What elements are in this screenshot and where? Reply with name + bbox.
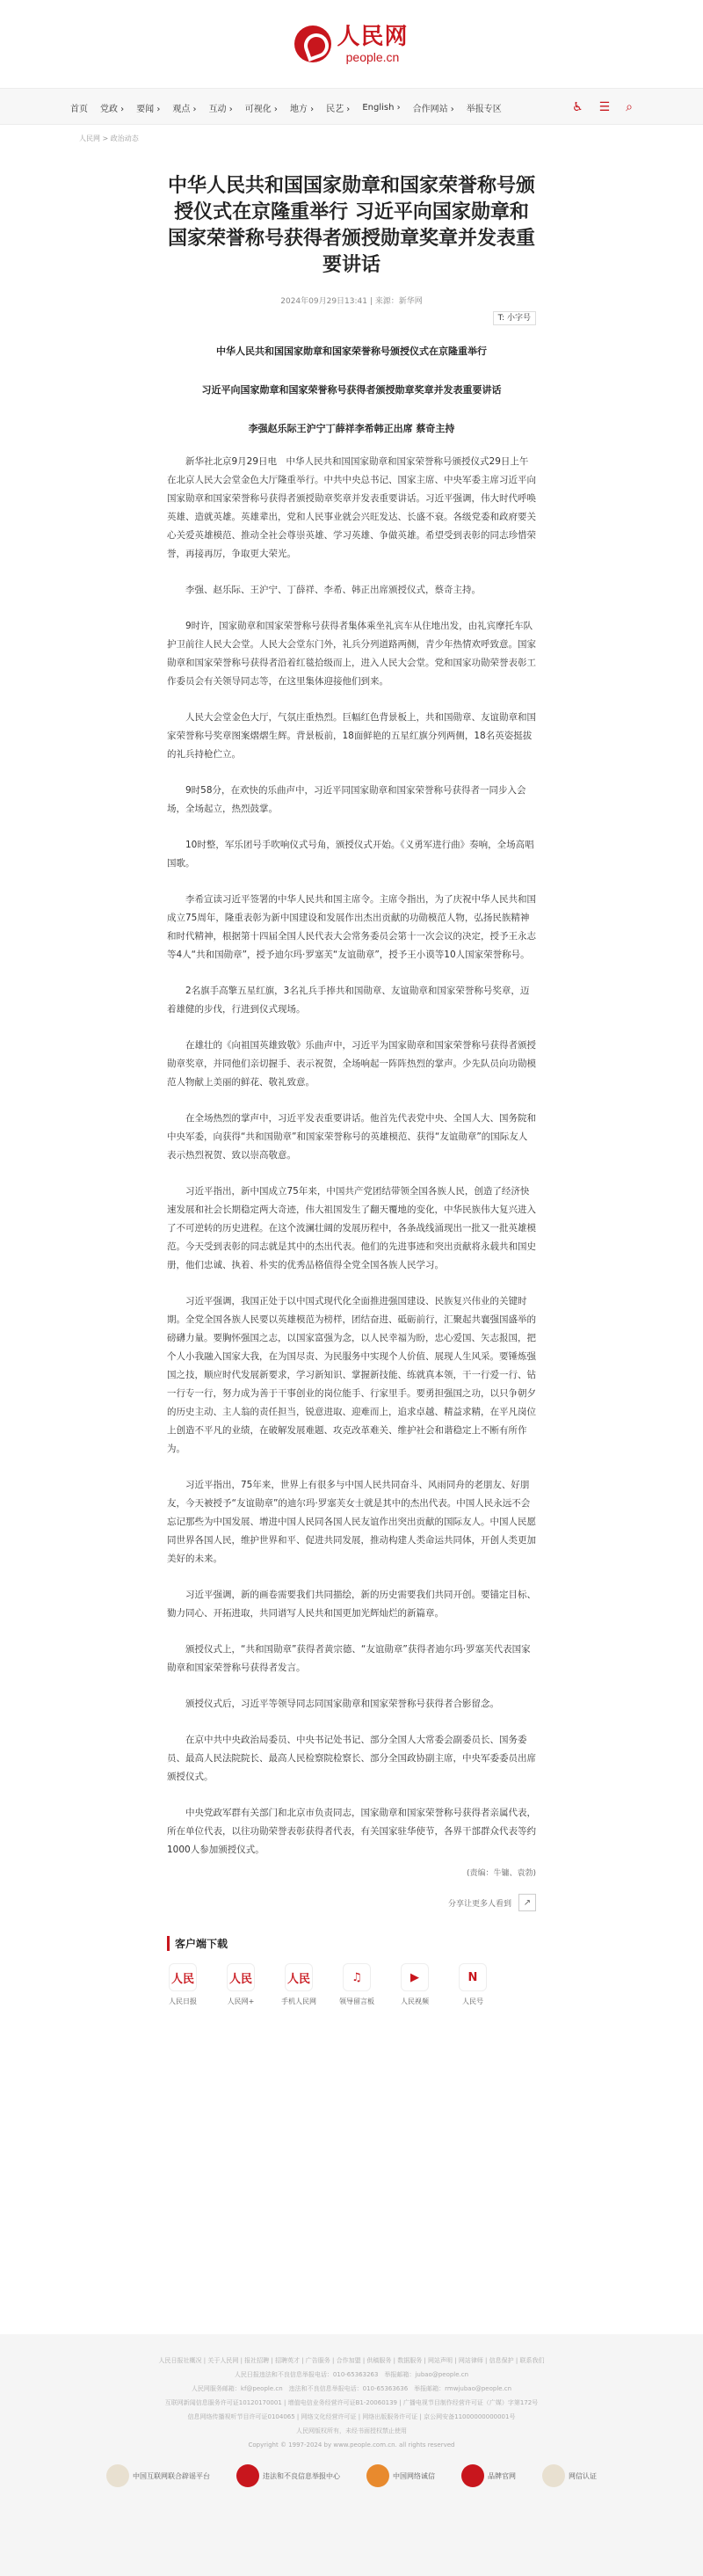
mobile-people-icon: 人民 (285, 1963, 313, 1991)
app-label: 人民号 (462, 1997, 483, 2005)
badge-report[interactable]: 违法和不良信息举报中心 (236, 2464, 340, 2487)
footer (0, 2334, 703, 2576)
article-paragraph: 人民大会堂金色大厅，气氛庄重热烈。巨幅红色背景板上，共和国勋章、友谊勋章和国家荣誉称号奖章图案熠熠生辉。背景板前，18面鲜艳的五星红旗分列两侧，18名英姿挺拔的礼兵持枪伫立。 (167, 712, 536, 760)
people-plus-icon: 人民 (227, 1963, 255, 1991)
article-paragraph: 9时许，国家勋章和国家荣誉称号获得者集体乘坐礼宾车从住地出发，由礼宾摩托车队护卫前往人民大会堂。人民大会堂东门外，礼兵分列道路两侧，青少年热情欢呼致意。国家勋章和国家荣誉称号获得者沿着红毯拾级而上，进入人民大会堂。党和国家功勋荣誉表彰工作委员会有关领导同志等，在这里集体迎接他们到来。 (167, 621, 536, 687)
article-paragraph: 在京中共中央政治局委员、中央书记处书记、部分全国人大常委会副委员长、国务委员、最高人民法院院长、最高人民检察院检察长、部分全国政协副主席，中央军委委员出席颁授仪式。 (167, 1735, 536, 1782)
message-board-icon: ♫ (343, 1963, 371, 1991)
font-size-toggle[interactable]: T: 小字号 (493, 311, 536, 325)
lead-line-2: 习近平向国家勋章和国家荣誉称号获得者颁授勋章奖章并发表重要讲话 (201, 384, 502, 396)
rumor-platform-icon (106, 2464, 129, 2487)
menu-icon[interactable]: ☰ (598, 100, 611, 114)
logo-text-en: people.cn (345, 50, 400, 64)
client-title: 客户端下载 (167, 1936, 536, 1951)
footer-line: 信息网络传播视听节目许可证0104065 | 网络文化经营许可证 | 网络出版服务许可证 | 京公网安备11000000000001号 (187, 2413, 516, 2420)
nav-item-interact[interactable]: 互动 › (208, 104, 233, 114)
client-download (0, 1936, 703, 2006)
article-paragraph: 李强、赵乐际、王沪宁、丁薛祥、李希、韩正出席颁授仪式，蔡奇主持。 (185, 585, 481, 595)
article-paragraph: 新华社北京9月29日电 中华人民共和国国家勋章和国家荣誉称号颁授仪式29日上午在北京人民大会堂金色大厅隆重举行。中共中央总书记、国家主席、中央军委主席习近平向国家勋章和国家荣誉称号获得者颁授勋章奖章并发表重要讲话。习近平强调，伟大时代呼唤英雄、造就英雄。英雄辈出，党和人民事业就会兴旺发达、长盛不衰。各级党委和政府要关心关爱英雄模范、推动全社会尊崇英雄、学习英雄、争做英雄。希望受到表彰的同志珍惜荣誉，再接再厉，争取更大荣光。 (167, 456, 536, 559)
footer-links[interactable]: 人民日报社概况 | 关于人民网 | 报社招聘 | 招聘英才 | 广告服务 | 合作加盟 | 供稿服务 | 数据服务 | 网站声明 | 网站律师 | 信息保护 | 联系我们 (158, 2357, 545, 2364)
lead-line-3: 李强赵乐际王沪宁丁薛祥李希韩正出席 蔡奇主持 (248, 423, 455, 434)
article-paragraph: 习近平强调，新的画卷需要我们共同描绘，新的历史需要我们共同开创。要锚定目标、勠力同心、开拓进取，共同谱写人民共和国更加光辉灿烂的新篇章。 (167, 1590, 536, 1619)
people-daily-icon: 人民 (169, 1963, 197, 1991)
article-meta: 2024年09月29日13:41 | 来源：新华网 (280, 297, 423, 306)
nav-item-culture[interactable]: 民艺 › (326, 104, 351, 114)
video-icon: ▶ (401, 1963, 429, 1991)
nav-item-local[interactable]: 地方 › (289, 104, 315, 114)
lead-line-1: 中华人民共和国国家勋章和国家荣誉称号颁授仪式在京隆重举行 (216, 346, 487, 357)
people-hao-icon: N (459, 1963, 487, 1991)
article (0, 173, 703, 1911)
app-item-video[interactable] (399, 1963, 431, 2006)
article-paragraph: 习近平指出，75年来，世界上有很多与中国人民共同奋斗、风雨同舟的老朋友、好朋友，今天被授予“友谊勋章”的迪尔玛·罗塞芙女士就是其中的杰出代表。中国人民永远不会忘记那些为中国发展、增进中国人民同各国人民友谊作出突出贡献的国际友人。中国人民愿同世界各国人民，维护世界和平、促进共同发展，推动构建人类命运共同体，开创人类更加美好的未来。 (167, 1480, 536, 1564)
logo-text-cn: 人民网 (337, 24, 409, 50)
article-paragraph: 2名旗手高擎五星红旗，3名礼兵手捧共和国勋章、友谊勋章和国家荣誉称号奖章，迈着雄健的步伐，行进到仪式现场。 (167, 986, 530, 1015)
brand-site-icon (461, 2464, 484, 2487)
page-title: 中华人民共和国国家勋章和国家荣誉称号颁授仪式在京隆重举行 习近平向国家勋章和国家荣誉称号获得者颁授勋章奖章并发表重要讲话 (167, 175, 535, 276)
article-paragraph: 中央党政军群有关部门和北京市负责同志，国家勋章和国家荣誉称号获得者亲属代表，所在单位代表，以往功勋荣誉表彰获得者代表，有关国家驻华使节，各界干部群众代表等约1000人参加颁授仪式。 (167, 1808, 536, 1855)
nav-item-home[interactable]: 首页 (70, 104, 88, 114)
badge-cert[interactable]: 网信认证 (542, 2464, 597, 2487)
article-paragraph: 10时整，军乐团号手吹响仪式号角，颁授仪式开始。《义勇军进行曲》奏响，全场高唱国歌。 (167, 840, 534, 869)
footer-line: 人民网服务邮箱：kf@people.cn 违法和不良信息举报电话：010-65363636 举报邮箱：rmwjubao@people.cn (191, 2385, 512, 2392)
article-paragraph: 颁授仪式后，习近平等领导同志同国家勋章和国家荣誉称号获得者合影留念。 (185, 1699, 499, 1709)
editor-credit: (责编：牛镛、袁勃) (466, 1869, 536, 1878)
app-label: 人民视频 (401, 1997, 429, 2005)
net-cert-icon (542, 2464, 565, 2487)
app-item-message-board[interactable] (341, 1963, 373, 2006)
app-label: 领导留言板 (339, 1997, 374, 2005)
app-item-people-daily[interactable] (167, 1963, 199, 2006)
logo-icon (294, 25, 331, 62)
nav-item-opinion[interactable]: 观点 › (172, 104, 197, 114)
breadcrumb[interactable]: 人民网 > 政治动态 (79, 135, 139, 142)
footer-line: Copyright © 1997-2024 by www.people.com.cn. all rights reserved (248, 2441, 455, 2449)
article-paragraph: 9时58分，在欢快的乐曲声中，习近平同国家勋章和国家荣誉称号获得者一同步入会场，全场起立，热烈鼓掌。 (167, 785, 526, 814)
article-paragraph: 在雄壮的《向祖国英雄致敬》乐曲声中，习近平为国家勋章和国家荣誉称号获得者颁授勋章奖章，并同他们亲切握手、表示祝贺，全场响起一阵阵热烈的掌声。少先队员向功勋模范人物献上美丽的鲜花、敬礼致意。 (167, 1040, 536, 1088)
integrity-icon (366, 2464, 389, 2487)
site-logo[interactable] (294, 24, 408, 64)
footer-line: 人民日报违法和不良信息举报电话：010-65363263 举报邮箱：jubao@people.cn (234, 2371, 469, 2378)
app-item-people-hao[interactable] (457, 1963, 489, 2006)
app-label: 人民网+ (227, 1997, 255, 2005)
nav-item-visual[interactable]: 可视化 › (244, 104, 278, 114)
app-item-mobile[interactable] (283, 1963, 315, 2006)
article-paragraph: 颁授仪式上，“共和国勋章”获得者黄宗德、“友谊勋章”获得者迪尔玛·罗塞芙代表国家勋章和国家荣誉称号获得者发言。 (167, 1644, 531, 1673)
badge-rumor[interactable]: 中国互联网联合辟谣平台 (106, 2464, 210, 2487)
nav-item-english[interactable]: English › (362, 102, 401, 113)
share-icon[interactable]: ↗ (518, 1894, 536, 1911)
footer-line: 互联网新闻信息服务许可证10120170001 | 增值电信业务经营许可证B1-20060139 | 广播电视节目制作经营许可证（广媒）字第172号 (164, 2399, 539, 2406)
share-label: 分享让更多人看到 (447, 1899, 511, 1909)
header (0, 0, 703, 88)
footer-line: 人民网版权所有，未经书面授权禁止使用 (296, 2427, 407, 2434)
app-label: 人民日报 (169, 1997, 197, 2005)
accessibility-icon[interactable]: ♿ (572, 100, 583, 114)
nav-item-news[interactable]: 要闻 › (136, 104, 161, 114)
main-nav (0, 88, 703, 125)
share-bar (167, 1894, 536, 1911)
nav-item-party[interactable]: 党政 › (100, 104, 125, 114)
badge-integrity[interactable]: 中国网络诚信 (366, 2464, 435, 2487)
nav-item-partners[interactable]: 合作网站 › (412, 104, 454, 114)
article-paragraph: 在全场热烈的掌声中，习近平发表重要讲话。他首先代表党中央、全国人大、国务院和中央军委，向获得“共和国勋章”和国家荣誉称号的英雄模范、获得“友谊勋章”的国际友人表示热烈祝贺、致以崇高敬意。 (167, 1113, 536, 1161)
app-label: 手机人民网 (281, 1997, 316, 2005)
app-item-people-plus[interactable] (225, 1963, 257, 2006)
report-center-icon (236, 2464, 259, 2487)
article-paragraph: 习近平指出，新中国成立75年来，中国共产党团结带领全国各族人民，创造了经济快速发展和社会长期稳定两大奇迹，伟大祖国发生了翻天覆地的变化，中华民族伟大复兴进入了不可逆转的历史进程。在这个波澜壮阔的发展历程中，各条战线涌现出一批又一批英雄模范。今天受到表彰的同志就是其中的杰出代表。他们的先进事迹和突出贡献将永载共和国史册，他们忠诚、执着、朴实的优秀品格值得全党全国各族人民学习。 (167, 1186, 536, 1270)
nav-item-report[interactable]: 举报专区 (466, 104, 502, 114)
search-icon[interactable]: ⌕ (626, 100, 633, 114)
badge-brand[interactable]: 品牌官网 (461, 2464, 516, 2487)
article-paragraph: 李希宣读习近平签署的中华人民共和国主席令。主席令指出，为了庆祝中华人民共和国成立75周年，隆重表彰为新中国建设和发展作出杰出贡献的功勋模范人物，弘扬民族精神和时代精神，根据第十四届全国人民代表大会常务委员会第十一次会议的决定，授予王永志等4人“共和国勋章”，授予迪尔玛·罗塞芙“友谊勋章”，授予王小谟等10人国家荣誉称号。 (167, 894, 536, 960)
article-paragraph: 习近平强调，我国正处于以中国式现代化全面推进强国建设、民族复兴伟业的关键时期。全党全国各族人民要以英雄模范为榜样，团结奋进、砥砺前行，汇聚起共襄强国盛举的磅礴力量。要胸怀强国之志，以国家富强为念，以人民幸福为盼，忠心爱国、矢志报国，把个人小我融入国家大我，在为国尽责、为民服务中实现个人价值、展现人生风采。要锤炼强国之技，顺应时代发展新要求，学习新知识、掌握新技能、练就真本领，干一行爱一行、钻一行专一行，努力成为善于干事创业的岗位能手、行家里手。要勇担强国之功，以只争朝夕的历史主动、主人翁的责任担当，锐意进取、迎难而上，追求卓越、精益求精，在平凡岗位上创造不平凡的业绩，在破解发展难题、攻克改革难关、维护社会和谐稳定上不断有所作为。 (167, 1296, 536, 1454)
